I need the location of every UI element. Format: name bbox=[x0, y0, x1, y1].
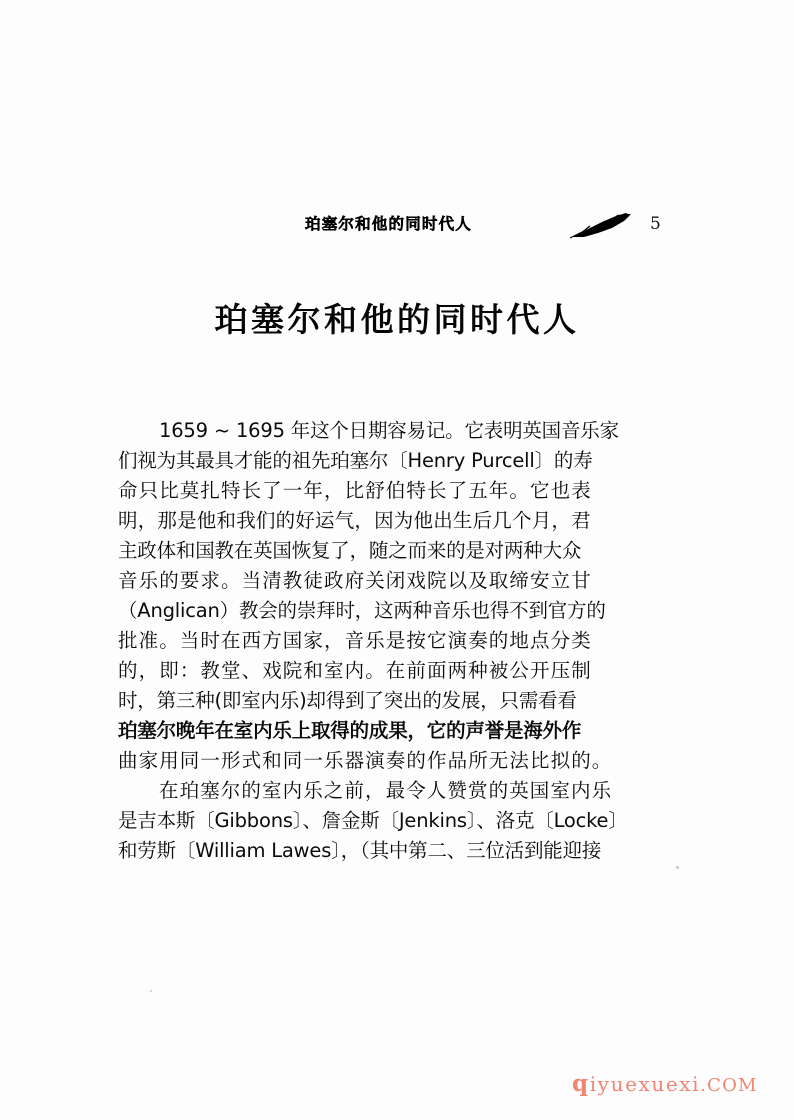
text-line: 主政体和国教在英国恢复了，随之而来的是对两种大众 bbox=[118, 539, 582, 562]
text-line: 批准。当时在西方国家，音乐是按它演奏的地点分类 bbox=[118, 629, 592, 652]
text-line: 的，即：教堂、戏院和室内。在前面两种被公开压制 bbox=[118, 659, 592, 682]
quill-ornament-icon bbox=[568, 212, 640, 240]
chapter-title: 珀塞尔和他的同时代人 bbox=[214, 300, 580, 340]
text-line: 音乐的要求。当清教徒政府关闭戏院以及取缔安立甘 bbox=[118, 569, 592, 592]
running-header-title: 珀塞尔和他的同时代人 bbox=[305, 215, 473, 233]
text-line: 命只比莫扎特长了一年，比舒伯特长了五年。它也表 bbox=[118, 479, 592, 502]
site-watermark bbox=[572, 1070, 758, 1097]
text-line: 曲家用同一形式和同一乐器演奏的作品所无法比拟的。 bbox=[118, 749, 613, 772]
text-line: 明，那是他和我们的好运气，因为他出生后几个月，君 bbox=[118, 509, 591, 532]
text-line: 珀塞尔晚年在室内乐上取得的成果，它的声誉是海外作 bbox=[118, 719, 582, 742]
text-line: 时，第三种(即室内乐)却得到了突出的发展，只需看看 bbox=[118, 689, 577, 712]
paragraph-2 bbox=[118, 776, 684, 866]
paragraph-1 bbox=[118, 416, 684, 776]
text-line: 和劳斯〔William Lawes〕，（其中第二、三位活到能迎接 bbox=[118, 839, 602, 862]
body-text bbox=[118, 416, 684, 866]
text-line: 在珀塞尔的室内乐之前，最令人赞赏的英国室内乐 bbox=[159, 779, 613, 802]
watermark-tail: .COM bbox=[700, 1075, 758, 1096]
text-line: （Anglican）教会的崇拜时，这两种音乐也得不到官方的 bbox=[118, 599, 606, 622]
scan-speckle bbox=[676, 866, 679, 869]
running-header bbox=[0, 104, 794, 234]
text-line: 1659 ~ 1695 年这个日期容易记。它表明英国音乐家 bbox=[159, 419, 619, 442]
watermark-middle: iyuexuexi bbox=[589, 1072, 701, 1096]
watermark-lead: q bbox=[572, 1070, 590, 1097]
text-line: 们视为其最具才能的祖先珀塞尔〔Henry Purcell〕的寿 bbox=[118, 449, 593, 472]
text-line: 是吉本斯〔Gibbons〕、詹金斯〔Jenkins〕、洛克〔Locke〕 bbox=[118, 809, 628, 832]
page-number: 5 bbox=[650, 214, 661, 234]
scan-speckle bbox=[150, 990, 152, 992]
